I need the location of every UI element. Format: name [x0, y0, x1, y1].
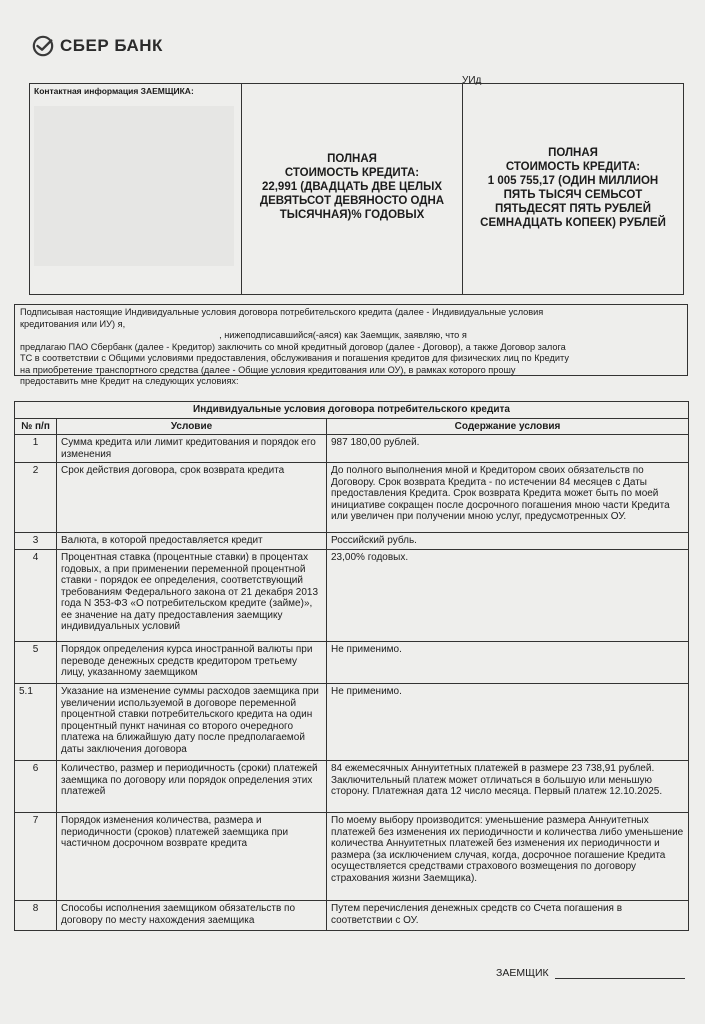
intro-line: предоставить мне Кредит на следующих условиях: [20, 376, 239, 386]
intro-line: на приобретение транспортного средства (далее - Общие условия кредитования или ОУ), в рамках которого прошу [20, 364, 516, 375]
table-row: 5.1 Указание на изменение суммы расходов заемщика при увеличении используемой в договоре переменной процентной ставки потребительского кредита на один процентный пункт начиная со второго очередного платежа на ближайшую дату после предполагаемой даты заключения договора Не применимо. [15, 684, 689, 761]
signature-label: ЗАЕМЩИК [496, 967, 549, 979]
table-title: Индивидуальные условия договора потребительского кредита [15, 402, 689, 419]
intro-line: кредитования или ИУ) я, [20, 318, 126, 329]
table-row: 4 Процентная ставка (процентные ставки) в процентах годовых, а при применении переменной процентной ставки - порядок ее определения, соответствующий требованиям Федерального закона от 21 декабря 2013 года N 353-ФЗ «О потребительском кредите (займе)», ее значение на дату предоставления заемщику индивидуальных условий 23,00% годовых. [15, 550, 689, 642]
header-num: № п/п [15, 418, 57, 435]
intro-line: ТС в соответствии с Общими условиями предоставления, обслуживания и погашения кредитов для физических лиц по Кредиту [20, 353, 569, 363]
conditions-table [14, 401, 689, 931]
intro-line: Подписывая настоящие Индивидуальные условия договора потребительского кредита (далее - Индивидуальные условия [20, 307, 544, 317]
cost-rub-cell [463, 84, 683, 294]
table-row: 3 Валюта, в которой предоставляется кредит Российский рубль. [15, 533, 689, 550]
table-row: 5 Порядок определения курса иностранной валюты при переводе денежных средств кредитором третьему лицу, указанному заемщиком Не применимо. [15, 642, 689, 684]
intro-paragraph [14, 304, 688, 386]
sber-logo [32, 35, 163, 57]
signature-line [555, 968, 685, 979]
header-box [29, 83, 684, 295]
table-row: 1 Сумма кредита или лимит кредитования и порядок его изменения 987 180,00 рублей. [15, 435, 689, 463]
table-row: 7 Порядок изменения количества, размера и периодичности (сроков) платежей заемщика при частичном досрочном возврате кредита По моему выбору производится: уменьшение размера Аннуитетных платежей без изменения их периодичности и количества либо уменьшение количества Аннуитетных платежей без изменения их периодичности и размера (за исключением случая, когда, досрочное погашение Кредита осуществляется средствами страхового возмещения по договору страхования жизни Заемщика). [15, 813, 689, 901]
sber-logo-icon [32, 35, 54, 57]
cost-rub-text: ПОЛНАЯ СТОИМОСТЬ КРЕДИТА: 1 005 755,17 (ОДИН МИЛЛИОН ПЯТЬ ТЫСЯЧ СЕМЬСОТ ПЯТЬДЕСЯТ ПЯТЬ РУБЛЕЙ СЕМНАДЦАТЬ КОПЕЕК) РУБЛЕЙ [480, 147, 666, 229]
header-content: Содержание условия [327, 418, 689, 435]
contact-info-cell [30, 84, 242, 294]
cost-percent-text: ПОЛНАЯ СТОИМОСТЬ КРЕДИТА: 22,991 (ДВАДЦАТЬ ДВЕ ЦЕЛЫХ ДЕВЯТЬСОТ ДЕВЯНОСТО ОДНА ТЫСЯЧНАЯ)% ГОДОВЫХ [259, 153, 445, 221]
table-row: 8 Способы исполнения заемщиком обязательств по договору по месту нахождения заемщика Путем перечисления денежных средств со Счета погашения в соответствии с ОУ. [15, 901, 689, 931]
intro-line: , нижеподписавшийся(-аяся) как Заемщик, заявляю, что я [20, 330, 467, 340]
contact-info-label: Контактная информация ЗАЕМЩИКА: [34, 86, 194, 96]
signature-block [496, 967, 685, 979]
header-condition: Условие [57, 418, 327, 435]
intro-line: предлагаю ПАО Сбербанк (далее - Кредитор) заключить со мной кредитный договор (далее - Договор), а также Договор залога [20, 341, 566, 352]
table-title-row [15, 402, 689, 419]
table-header-row [15, 418, 689, 435]
table-row: 2 Срок действия договора, срок возврата кредита До полного выполнения мной и Кредитором своих обязательств по Договору. Срок возврата Кредита - по истечении 84 месяцев с Даты предоставления Кредита. Срок возврата Кредита может быть по моей инициативе сокращен после досрочного погашения мною части Кредита или увеличен при получении мною услуг, предусмотренных ОУ. [15, 463, 689, 533]
cost-percent-cell [242, 84, 463, 294]
logo-text: СБЕР БАНК [60, 36, 163, 55]
uid-label: УИд [462, 75, 482, 86]
table-row: 6 Количество, размер и периодичность (сроки) платежей заемщика по договору или порядок определения этих платежей 84 ежемесячных Аннуитетных платежей в размере 23 738,91 рублей. Заключительный платеж может отличаться в большую или меньшую сторону. Платежная дата 12 число месяца. Первый платеж 12.10.2025. [15, 761, 689, 813]
redacted-area [34, 106, 234, 266]
